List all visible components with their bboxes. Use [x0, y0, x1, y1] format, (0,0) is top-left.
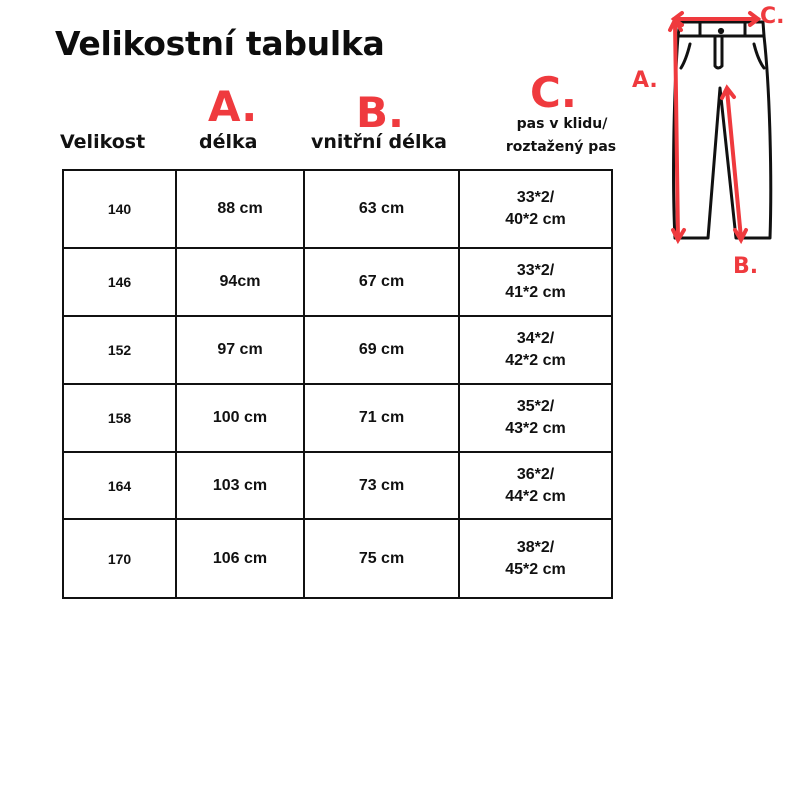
waist-column-header-line2: roztažený pas	[505, 139, 617, 155]
waist-relaxed: 38*2/	[516, 538, 555, 556]
waist-stretched: 41*2 cm	[505, 284, 566, 301]
waist-cell	[459, 316, 612, 384]
size-cell: 152	[63, 316, 176, 384]
waist-stretched: 43*2 cm	[505, 420, 566, 437]
table-row	[63, 248, 612, 316]
size-column-header: Velikost	[60, 131, 146, 153]
size-cell: 170	[63, 519, 176, 598]
waist-cell	[459, 170, 612, 248]
length-column-header: délka	[199, 131, 258, 153]
waist-cell	[459, 384, 612, 452]
inseam-cell: 71 cm	[304, 384, 459, 452]
table-row	[63, 519, 612, 598]
waist-stretched: 42*2 cm	[505, 352, 566, 369]
length-cell: 88 cm	[176, 170, 304, 248]
size-cell: 158	[63, 384, 176, 452]
waist-column-header-line1: pas v klidu/	[516, 116, 608, 132]
column-a-letter: A.	[208, 82, 258, 131]
inseam-cell: 69 cm	[304, 316, 459, 384]
inseam-cell: 63 cm	[304, 170, 459, 248]
waist-cell	[459, 519, 612, 598]
size-table	[62, 169, 613, 599]
length-cell: 106 cm	[176, 519, 304, 598]
waist-relaxed: 36*2/	[516, 465, 555, 483]
table-row	[63, 384, 612, 452]
waist-relaxed: 34*2/	[516, 330, 555, 347]
waist-relaxed: 33*2/	[516, 189, 555, 206]
inseam-cell: 75 cm	[304, 519, 459, 598]
length-cell: 100 cm	[176, 384, 304, 452]
waist-relaxed: 35*2/	[516, 398, 555, 415]
table-row	[63, 316, 612, 384]
page-title: Velikostní tabulka	[55, 24, 385, 63]
column-c-letter: C.	[530, 68, 577, 117]
length-cell: 103 cm	[176, 452, 304, 519]
table-row	[63, 452, 612, 519]
waist-relaxed: 33*2/	[516, 262, 555, 279]
inseam-cell: 73 cm	[304, 452, 459, 519]
column-b-letter: B.	[356, 88, 404, 137]
pants-measurement-icon	[630, 0, 800, 290]
size-cell: 164	[63, 452, 176, 519]
waist-stretched: 45*2 cm	[505, 560, 566, 578]
size-cell: 140	[63, 170, 176, 248]
illustration-label-a: A.	[632, 68, 658, 93]
size-cell: 146	[63, 248, 176, 316]
illustration-label-c: C.	[760, 4, 785, 29]
waist-cell	[459, 248, 612, 316]
illustration-label-b: B.	[733, 254, 759, 279]
waist-stretched: 44*2 cm	[505, 487, 566, 505]
inseam-column-header: vnitřní délka	[311, 131, 447, 153]
length-cell: 97 cm	[176, 316, 304, 384]
waist-cell	[459, 452, 612, 519]
table-row	[63, 170, 612, 248]
length-cell: 94cm	[176, 248, 304, 316]
inseam-cell: 67 cm	[304, 248, 459, 316]
waist-stretched: 40*2 cm	[505, 211, 566, 228]
